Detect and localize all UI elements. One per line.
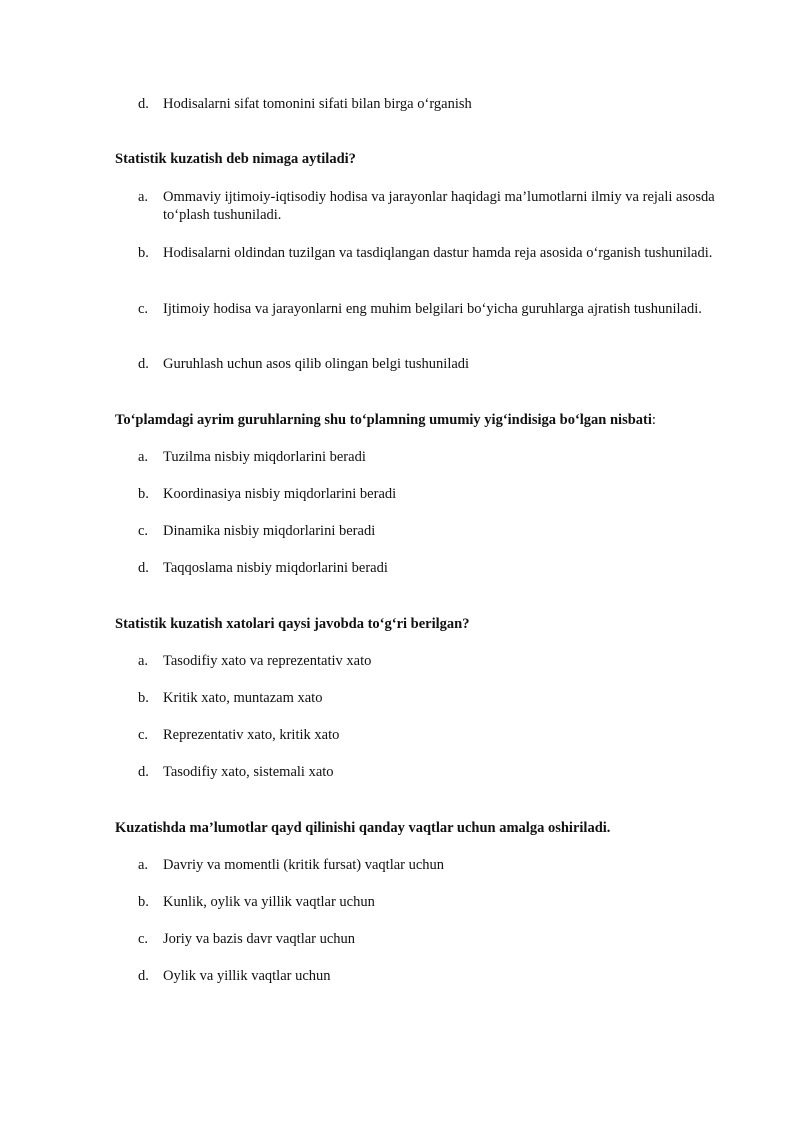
question-heading: Kuzatishda ma’lumotlar qayd qilinishi qanday vaqtlar uchun amalga oshiriladi. bbox=[115, 820, 611, 836]
option-text: Oylik va yillik vaqtlar uchun bbox=[163, 968, 331, 984]
option-text: Koordinasiya nisbiy miqdorlarini beradi bbox=[163, 486, 397, 502]
option-text: Taqqoslama nisbiy miqdorlarini beradi bbox=[163, 560, 388, 576]
list-item bbox=[138, 689, 738, 707]
option-letter: a. bbox=[138, 653, 149, 669]
question-heading bbox=[115, 411, 755, 429]
question-heading: Statistik kuzatish deb nimaga aytiladi? bbox=[115, 151, 356, 167]
option-letter: d. bbox=[138, 356, 149, 372]
option-letter: c. bbox=[138, 727, 149, 743]
option-text: Tasodifiy xato, sistemali xato bbox=[163, 764, 334, 780]
option-letter: c. bbox=[138, 931, 149, 947]
question-tail: : bbox=[651, 412, 656, 428]
question-text: To‘plamdagi ayrim guruhlarning shu to‘plamning umumiy yig‘indisiga bo‘lgan nisbati bbox=[115, 412, 652, 428]
option-text: Guruhlash uchun asos qilib olingan belgi tushuniladi bbox=[163, 356, 470, 372]
option-text: Tuzilma nisbiy miqdorlarini beradi bbox=[163, 449, 366, 465]
option-letter: b. bbox=[138, 894, 149, 910]
list-item bbox=[138, 485, 738, 503]
option-text: Tasodifiy xato va reprezentativ xato bbox=[163, 653, 372, 669]
list-item bbox=[138, 448, 738, 466]
option-letter: a. bbox=[138, 189, 149, 205]
list-item bbox=[138, 522, 738, 540]
option-text: Kritik xato, muntazam xato bbox=[163, 690, 323, 706]
list-item bbox=[138, 559, 738, 577]
option-letter: d. bbox=[138, 96, 149, 112]
option-letter: a. bbox=[138, 857, 149, 873]
option-text: Hodisalarni sifat tomonini sifati bilan birga o‘rganish bbox=[163, 96, 472, 112]
list-item bbox=[138, 244, 738, 262]
list-item bbox=[138, 355, 738, 373]
list-item bbox=[138, 188, 738, 224]
option-text: Reprezentativ xato, kritik xato bbox=[163, 727, 340, 743]
option-letter: b. bbox=[138, 245, 149, 261]
list-item bbox=[138, 856, 738, 874]
list-item bbox=[138, 967, 738, 985]
list-item bbox=[138, 300, 738, 318]
option-text: Hodisalarni oldindan tuzilgan va tasdiqlangan dastur hamda reja asosida o‘rganish tushuniladi. bbox=[163, 245, 713, 261]
list-item bbox=[138, 726, 738, 744]
option-letter: d. bbox=[138, 560, 149, 576]
option-letter: d. bbox=[138, 968, 149, 984]
option-letter: b. bbox=[138, 486, 149, 502]
option-letter: d. bbox=[138, 764, 149, 780]
option-letter: c. bbox=[138, 301, 149, 317]
option-letter: c. bbox=[138, 523, 149, 539]
list-item bbox=[138, 95, 738, 113]
option-text: Davriy va momentli (kritik fursat) vaqtlar uchun bbox=[163, 857, 445, 873]
list-item bbox=[138, 763, 738, 781]
list-item bbox=[138, 893, 738, 911]
option-letter: a. bbox=[138, 449, 149, 465]
list-item bbox=[138, 930, 738, 948]
option-text: Ijtimoiy hodisa va jarayonlarni eng muhim belgilari bo‘yicha guruhlarga ajratish tushuniladi. bbox=[163, 301, 702, 317]
question-heading: Statistik kuzatish xatolari qaysi javobda to‘g‘ri berilgan? bbox=[115, 616, 470, 632]
list-item bbox=[138, 652, 738, 670]
option-text: Dinamika nisbiy miqdorlarini beradi bbox=[163, 523, 376, 539]
option-text: Kunlik, oylik va yillik vaqtlar uchun bbox=[163, 894, 375, 910]
option-text: Joriy va bazis davr vaqtlar uchun bbox=[163, 931, 356, 947]
option-letter: b. bbox=[138, 690, 149, 706]
option-text: Ommaviy ijtimoiy-iqtisodiy hodisa va jarayonlar haqidagi ma’lumotlarni ilmiy va rejali asosda to‘plash tushuniladi. bbox=[163, 189, 715, 223]
